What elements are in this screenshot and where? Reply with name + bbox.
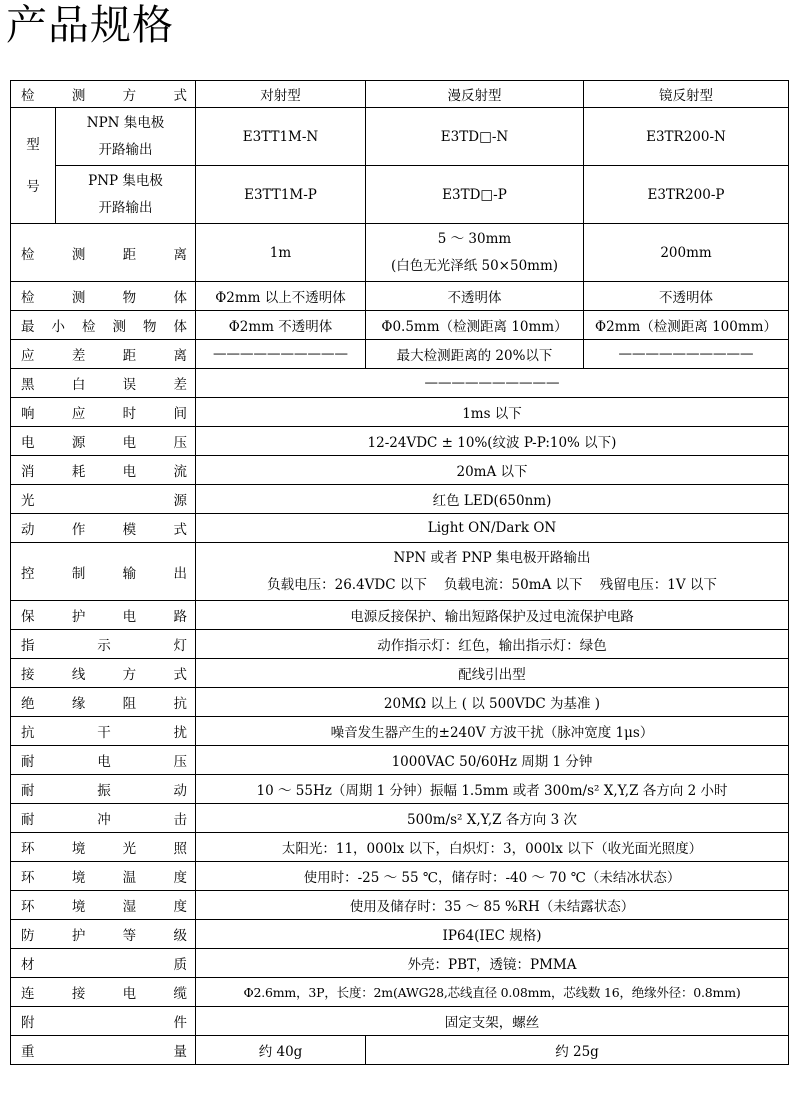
row-label: 耐冲击 [11, 804, 196, 833]
cell: 约 40g [196, 1036, 366, 1065]
cell: —————————— [196, 340, 366, 369]
cell: —————————— [196, 369, 789, 398]
spec-table [10, 80, 789, 1065]
table-row [11, 775, 789, 804]
cell: 不透明体 [584, 282, 789, 311]
col-header-through-beam: 对射型 [196, 81, 366, 108]
cell: Light ON/Dark ON [196, 514, 789, 543]
cell [366, 224, 584, 282]
table-row [11, 166, 789, 224]
row-label: 响应时间 [11, 398, 196, 427]
table-row [11, 427, 789, 456]
table-row [11, 543, 789, 601]
row-label: 光源 [11, 485, 196, 514]
row-label: 连接电缆 [11, 978, 196, 1007]
cell: 12-24VDC ± 10%(纹波 P-P:10% 以下) [196, 427, 789, 456]
cell: E3TT1M-N [196, 108, 366, 166]
cell: E3TR200-N [584, 108, 789, 166]
row-label: 附件 [11, 1007, 196, 1036]
table-row [11, 398, 789, 427]
npn-label-line: NPN 集电极 [86, 114, 165, 131]
table-row [11, 81, 789, 108]
row-label: 最小检测物体 [11, 311, 196, 340]
cell: 最大检测距离的 20%以下 [366, 340, 584, 369]
row-label: 保护电路 [11, 601, 196, 630]
cell: 10 ～ 55Hz（周期 1 分钟）振幅 1.5mm 或者 300m/s² X,Y,Z 各方向 2 小时 [196, 775, 789, 804]
row-label: 动作模式 [11, 514, 196, 543]
cell: 1000VAC 50/60Hz 周期 1 分钟 [196, 746, 789, 775]
row-label: 检测距离 [11, 224, 196, 282]
pnp-label-line: PNP 集电极 [88, 172, 163, 189]
cell: E3TD□-P [366, 166, 584, 224]
col-header-retroreflective: 镜反射型 [584, 81, 789, 108]
cell-line: 5 ～ 30mm [437, 230, 512, 247]
col-header-diffuse: 漫反射型 [366, 81, 584, 108]
table-row [11, 311, 789, 340]
cell: 配线引出型 [196, 659, 789, 688]
cell-line: NPN 或者 PNP 集电极开路输出 [393, 549, 591, 566]
cell: 使用及储存时：35 ～ 85 %RH（未结露状态） [196, 891, 789, 920]
table-row [11, 978, 789, 1007]
cell: 动作指示灯：红色，输出指示灯：绿色 [196, 630, 789, 659]
table-row [11, 717, 789, 746]
cell: 太阳光：11，000lx 以下，白炽灯：3，000lx 以下（收光面光照度） [196, 833, 789, 862]
row-label-method: 检 测 方 式 [11, 81, 196, 108]
pnp-label [56, 166, 196, 224]
row-label: 应差距离 [11, 340, 196, 369]
cell: 20mA 以下 [196, 456, 789, 485]
table-row [11, 456, 789, 485]
cell: 使用时：-25 ～ 55 ℃，储存时：-40 ～ 70 ℃（未结冰状态） [196, 862, 789, 891]
table-row [11, 949, 789, 978]
table-row [11, 224, 789, 282]
cell [196, 543, 789, 601]
cell: 约 25g [366, 1036, 789, 1065]
cell: Φ2mm 不透明体 [196, 311, 366, 340]
table-row [11, 920, 789, 949]
npn-label [56, 108, 196, 166]
cell: 500m/s² X,Y,Z 各方向 3 次 [196, 804, 789, 833]
table-row [11, 1007, 789, 1036]
cell: 红色 LED(650nm) [196, 485, 789, 514]
page-title: 产品规格 [6, 1, 174, 49]
cell: —————————— [584, 340, 789, 369]
row-label: 耐电压 [11, 746, 196, 775]
cell: IP64(IEC 规格) [196, 920, 789, 949]
row-label: 材质 [11, 949, 196, 978]
table-row [11, 1036, 789, 1065]
row-label: 抗干扰 [11, 717, 196, 746]
row-label: 环境光照 [11, 833, 196, 862]
cell: Φ2mm（检测距离 100mm） [584, 311, 789, 340]
cell: E3TT1M-P [196, 166, 366, 224]
cell: 200mm [584, 224, 789, 282]
npn-label-line: 开路输出 [98, 141, 153, 158]
row-label: 检测物体 [11, 282, 196, 311]
pnp-label-line: 开路输出 [98, 199, 153, 216]
cell-line: 负载电压：26.4VDC 以下 负载电流：50mA 以下 残留电压：1V 以下 [267, 576, 717, 593]
row-label: 接线方式 [11, 659, 196, 688]
cell: 固定支架，螺丝 [196, 1007, 789, 1036]
cell: 外壳：PBT，透镜：PMMA [196, 949, 789, 978]
row-label: 消耗电流 [11, 456, 196, 485]
table-row [11, 108, 789, 166]
table-row [11, 369, 789, 398]
cell: E3TD□-N [366, 108, 584, 166]
table-row [11, 282, 789, 311]
row-label: 耐振动 [11, 775, 196, 804]
cell-line: (白色无光泽纸 50×50mm) [390, 257, 559, 274]
table-row [11, 688, 789, 717]
model-label-char: 型 [26, 136, 40, 153]
table-row [11, 601, 789, 630]
table-row [11, 485, 789, 514]
table-row [11, 630, 789, 659]
cell: 1ms 以下 [196, 398, 789, 427]
cell: 电源反接保护、输出短路保护及过电流保护电路 [196, 601, 789, 630]
table-row [11, 340, 789, 369]
row-label-model [11, 108, 56, 224]
row-label: 防护等级 [11, 920, 196, 949]
row-label: 绝缘阻抗 [11, 688, 196, 717]
row-label: 黑白误差 [11, 369, 196, 398]
table-row [11, 659, 789, 688]
table-row [11, 746, 789, 775]
cell: Φ2.6mm，3P，长度：2m(AWG28,芯线直径 0.08mm，芯线数 16，绝缘外径：0.8mm) [196, 978, 789, 1007]
cell: 噪音发生器产生的±240V 方波干扰（脉冲宽度 1μs） [196, 717, 789, 746]
table-row [11, 514, 789, 543]
cell: 不透明体 [366, 282, 584, 311]
row-label: 重量 [11, 1036, 196, 1065]
row-label: 电源电压 [11, 427, 196, 456]
cell: Φ0.5mm（检测距离 10mm） [366, 311, 584, 340]
row-label: 环境湿度 [11, 891, 196, 920]
row-label: 环境温度 [11, 862, 196, 891]
table-row [11, 833, 789, 862]
cell: 1m [196, 224, 366, 282]
row-label: 指示灯 [11, 630, 196, 659]
cell: E3TR200-P [584, 166, 789, 224]
table-row [11, 862, 789, 891]
table-row [11, 891, 789, 920]
cell: Φ2mm 以上不透明体 [196, 282, 366, 311]
cell: 20MΩ 以上 ( 以 500VDC 为基准 ) [196, 688, 789, 717]
model-label-char: 号 [26, 178, 40, 195]
table-row [11, 804, 789, 833]
row-label: 控制输出 [11, 543, 196, 601]
